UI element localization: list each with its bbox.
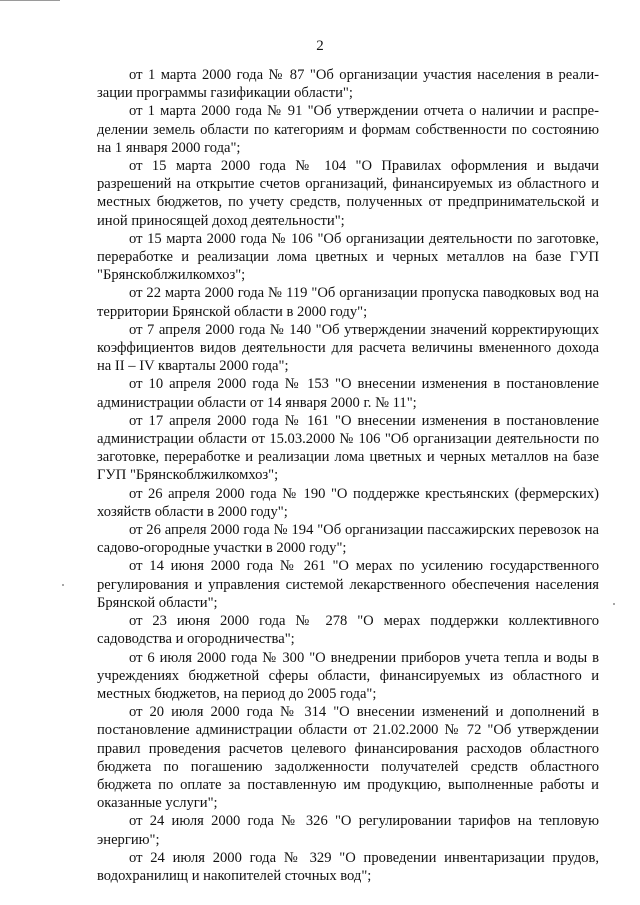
decree-item: от 24 июля 2000 года № 326 "О регулировании тарифов на тепловую энергию"; bbox=[97, 813, 599, 848]
decree-item: от 17 апреля 2000 года № 161 "О внесении изменения в постановление администрации области от 15.03.2000 № 106 "Об организации деятельности по заготовке, переработке и реализации лома цветных и черных металлов на базе ГУП "Брянскоблжилкомхоз"; bbox=[97, 412, 599, 484]
decree-item: от 20 июля 2000 года № 314 "О внесении изменений и дополнений в постановление администрации области от 21.02.2000 № 72 "Об утверждении правил проведения расчетов целевого финансирования расходов областного бюджета по погашению задолженности получателей средств областного бюджета по оплате за поставленную им продукцию, выполненные работы и оказанные услуги"; bbox=[97, 704, 599, 812]
decree-item: от 23 июня 2000 года № 278 "О мерах поддержки коллективного садоводства и огородничества"; bbox=[97, 613, 599, 648]
page-number: 2 bbox=[316, 38, 324, 54]
scan-edge-mark bbox=[0, 0, 60, 1]
decree-item: от 1 марта 2000 года № 87 "Об организации участия населения в реализации программы газификации области"; bbox=[97, 67, 599, 102]
decree-item: от 10 апреля 2000 года № 153 "О внесении изменения в постановление администрации области от 14 января 2000 г. № 11"; bbox=[97, 376, 599, 411]
decree-item: от 6 июля 2000 года № 300 "О внедрении приборов учета тепла и воды в учреждениях бюджетной сферы области, финансируемых из областного и местных бюджетов, на период до 2005 года"; bbox=[97, 649, 599, 702]
decree-item: от 26 апреля 2000 года № 194 "Об организации пассажирских перевозок на садово-огородные участки в 2000 году"; bbox=[97, 522, 599, 557]
decree-item: от 22 марта 2000 года № 119 "Об организации пропуска паводковых вод на территории Брянской области в 2000 году"; bbox=[97, 285, 599, 320]
decree-item: от 15 марта 2000 года № 104 "О Правилах оформления и выдачи разрешений на открытие счетов организаций, финансируемых из областного и местных бюджетов, по учету средств, полученных от предпринимательской и иной приносящей доход деятельности"; bbox=[97, 158, 599, 229]
decree-list bbox=[97, 66, 599, 885]
decree-item: от 24 июля 2000 года № 329 "О проведении инвентаризации прудов, водохранилищ и накопителей сточных вод"; bbox=[97, 849, 599, 884]
decree-item: от 7 апреля 2000 года № 140 "Об утверждении значений корректирующих коэффициентов видов деятельности для расчета величины вмененного дохода на II – IV кварталы 2000 года"; bbox=[97, 321, 599, 375]
decree-item: от 15 марта 2000 года № 106 "Об организации деятельности по заготовке, переработке и реализации лома цветных и черных металлов на базе ГУП "Брянскоблжилкомхоз"; bbox=[97, 230, 599, 284]
scan-speck bbox=[613, 603, 615, 605]
decree-item: от 26 апреля 2000 года № 190 "О поддержке крестьянских (фермерских) хозяйств области в 2000 году"; bbox=[97, 485, 599, 520]
decree-item: от 14 июня 2000 года № 261 "О мерах по усилению государственного регулирования и управления системой лекарственного обеспечения населения Брянской области"; bbox=[97, 558, 599, 611]
scan-speck bbox=[62, 584, 64, 586]
decree-item: от 1 марта 2000 года № 91 "Об утверждении отчета о наличии и распределении земель области по категориям и формам собственности по состоянию на 1 января 2000 года"; bbox=[97, 103, 599, 156]
